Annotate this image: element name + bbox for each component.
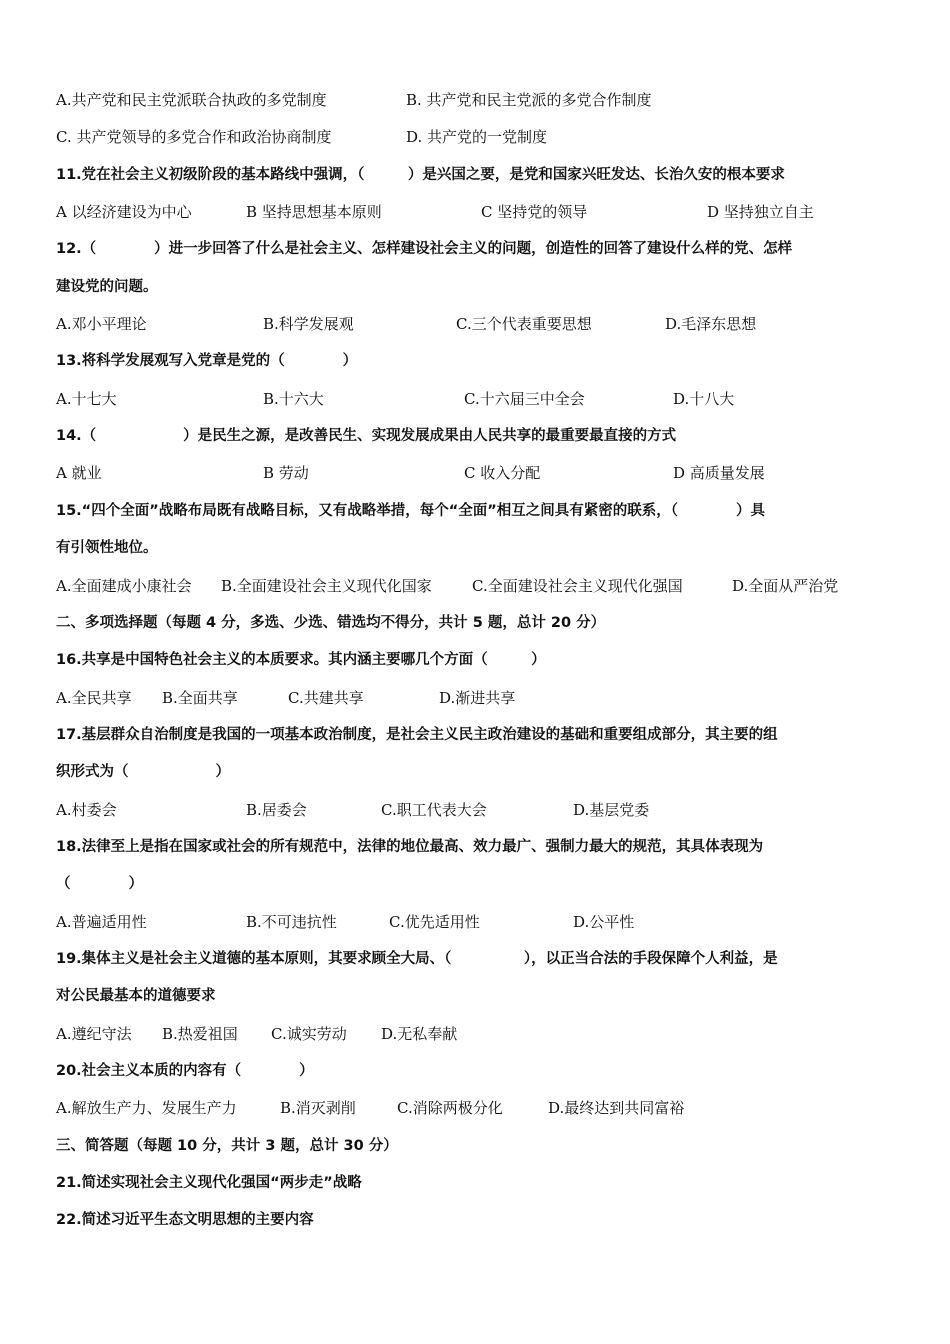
q16-option-a: A.全民共享: [56, 689, 132, 707]
q14-option-d: D 高质量发展: [673, 464, 765, 482]
q13-option-c: C.十六届三中全会: [464, 390, 585, 408]
q16-option-c: C.共建共享: [288, 689, 364, 707]
q15-stem-line1: 15.“四个全面”战略布局既有战略目标，又有战略举措，每个“全面”相互之间具有紧密的联系，（ ）具: [56, 503, 766, 519]
q17-stem-line2: 织形式为（ ）: [56, 764, 230, 780]
q12-stem-line1: 12.（ ）进一步回答了什么是社会主义、怎样建设社会主义的问题，创造性的回答了建设什么样的党、怎样: [56, 241, 793, 257]
q12-option-c: C.三个代表重要思想: [456, 315, 592, 333]
q18-stem-line2: （ ）: [56, 876, 143, 892]
q11-option-d: D 坚持独立自主: [707, 203, 814, 221]
q19-option-a: A.遵纪守法: [56, 1025, 132, 1043]
q15-option-a: A.全面建成小康社会: [56, 577, 192, 595]
q17-stem-line1: 17.基层群众自治制度是我国的一项基本政治制度，是社会主义民主政治建设的基础和重要组成部分，其主要的组: [56, 727, 778, 743]
q20-option-d: D.最终达到共同富裕: [548, 1099, 685, 1117]
section-3-heading: 三、简答题（每题 10 分，共计 3 题，总计 30 分）: [56, 1138, 398, 1154]
q18-option-a: A.普遍适用性: [56, 913, 147, 931]
q12-option-a: A.邓小平理论: [56, 315, 147, 333]
q19-option-c: C.诚实劳动: [271, 1025, 347, 1043]
q13-option-a: A.十七大: [56, 390, 117, 408]
q11-option-b: B 坚持思想基本原则: [246, 203, 382, 221]
q19-option-b: B.热爱祖国: [162, 1025, 238, 1043]
q15-stem-line2: 有引领性地位。: [56, 540, 158, 556]
section-2-heading: 二、多项选择题（每题 4 分，多选、少选、错选均不得分，共计 5 题，总计 20 分）: [56, 615, 606, 631]
q11-stem: 11.党在社会主义初级阶段的基本路线中强调，（ ）是兴国之要，是党和国家兴旺发达、长治久安的根本要求: [56, 167, 785, 183]
q19-stem-line1: 19.集体主义是社会主义道德的基本原则，其要求顾全大局、（ ），以正当合法的手段保障个人利益，是: [56, 951, 778, 967]
q14-option-c: C 收入分配: [464, 464, 541, 482]
q20-option-c: C.消除两极分化: [397, 1099, 503, 1117]
q14-option-a: A 就业: [56, 464, 102, 482]
q13-option-b: B.十六大: [263, 390, 324, 408]
q18-option-c: C.优先适用性: [389, 913, 480, 931]
q15-option-b: B.全面建设社会主义现代化国家: [221, 577, 432, 595]
q16-option-d: D.渐进共享: [439, 689, 516, 707]
q10-option-a: A.共产党和民主党派联合执政的多党制度: [56, 91, 327, 109]
q16-option-b: B.全面共享: [162, 689, 238, 707]
q21-stem: 21.简述实现社会主义现代化强国“两步走”战略: [56, 1175, 362, 1191]
q10-option-d: D. 共产党的一党制度: [406, 128, 548, 146]
q13-stem: 13.将科学发展观写入党章是党的（ ）: [56, 353, 358, 369]
q20-option-b: B.消灭剥削: [280, 1099, 356, 1117]
q18-option-b: B.不可违抗性: [246, 913, 337, 931]
q12-option-b: B.科学发展观: [263, 315, 354, 333]
q18-option-d: D.公平性: [573, 913, 635, 931]
q17-option-c: C.职工代表大会: [381, 801, 487, 819]
q17-option-d: D.基层党委: [573, 801, 650, 819]
q14-stem: 14.（ ）是民生之源，是改善民生、实现发展成果由人民共享的最重要最直接的方式: [56, 428, 677, 444]
q15-option-d: D.全面从严治党: [732, 577, 839, 595]
q11-option-a: A 以经济建设为中心: [56, 203, 192, 221]
q14-option-b: B 劳动: [263, 464, 309, 482]
q18-stem-line1: 18.法律至上是指在国家或社会的所有规范中，法律的地位最高、效力最广、强制力最大的规范，其具体表现为: [56, 839, 764, 855]
q19-stem-line2: 对公民最基本的道德要求: [56, 988, 216, 1004]
q20-option-a: A.解放生产力、发展生产力: [56, 1099, 237, 1117]
q22-stem: 22.简述习近平生态文明思想的主要内容: [56, 1212, 314, 1228]
q13-option-d: D.十八大: [673, 390, 735, 408]
q17-option-b: B.居委会: [246, 801, 307, 819]
q12-stem-line2: 建设党的问题。: [56, 279, 158, 295]
q19-option-d: D.无私奉献: [381, 1025, 458, 1043]
q12-option-d: D.毛泽东思想: [665, 315, 757, 333]
q17-option-a: A.村委会: [56, 801, 117, 819]
q16-stem: 16.共享是中国特色社会主义的本质要求。其内涵主要哪几个方面（ ）: [56, 652, 546, 668]
q10-option-b: B. 共产党和民主党派的多党合作制度: [406, 91, 652, 109]
q20-stem: 20.社会主义本质的内容有（ ）: [56, 1063, 314, 1079]
q10-option-c: C. 共产党领导的多党合作和政治协商制度: [56, 128, 332, 146]
q15-option-c: C.全面建设社会主义现代化强国: [472, 577, 683, 595]
q11-option-c: C 坚持党的领导: [481, 203, 588, 221]
